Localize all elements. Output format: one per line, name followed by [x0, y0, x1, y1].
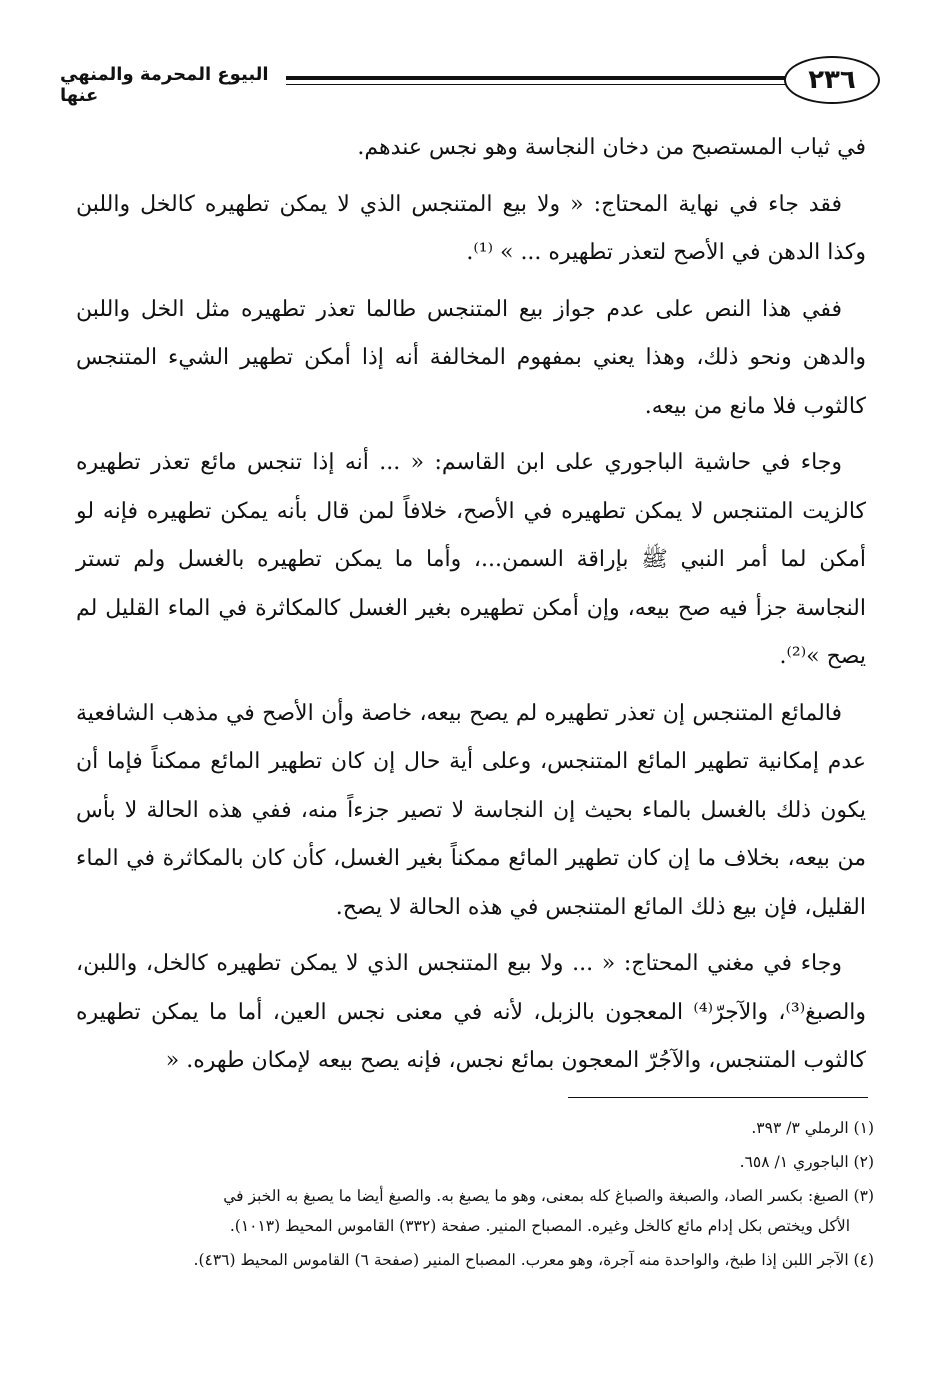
paragraph-1: في ثياب المستصبح من دخان النجاسة وهو نجس عندهم. [357, 135, 866, 160]
page-header [60, 52, 880, 112]
footnote-3: (٣) الصبغ: بكسر الصاد، والصبغة والصباغ كله بمعنى، وهو ما يصبغ به. والصبغ أيضا ما يصبغ به الخبز في [223, 1187, 874, 1205]
footnote-divider [568, 1097, 868, 1098]
footnote-1: (١) الرملي ٣/ ٣٩٣. [751, 1119, 874, 1137]
paragraph-3: ففي هذا النص على عدم جواز بيع المتنجس طالما تعذر تطهيره مثل الخل واللبن والدهن ونحو ذلك، وهذا يعني بمفهوم المخالفة أنه إذا أمكن تطهير الشيء المتنجس كالثوب فلا مانع من بيعه. [76, 296, 866, 419]
paragraph-6: وجاء في مغني المحتاج: « ... ولا بيع المتنجس الذي لا يمكن تطهيره كالخل، واللبن، والصبغ⁽³⁾، والآجرّ⁽⁴⁾ المعجون بالزبل، لأنه في معنى نجس العين، أما ما يمكن تطهيره كالثوب المتنجس، والآجُرّ المعجون بمائع نجس، فإنه يصح بيعه لإمكان طهره. « [76, 951, 867, 1073]
body-text [76, 124, 866, 1094]
footnote-4: (٤) الآجر اللبن إذا طبخ، والواحدة منه آجرة، وهو معرب. المصباح المنير (صفحة ٦) القاموس المحيط (٤٣٦). [193, 1251, 874, 1269]
paragraph-5: فالمائع المتنجس إن تعذر تطهيره لم يصح بيعه، خاصة وأن الأصح في مذهب الشافعية عدم إمكانية تطهير المائع المتنجس، وعلى أية حال إن كان تطهير المائع ممكناً فإما أن يكون ذلك بالغسل بالماء بحيث إن النجاسة لا تصير جزءاً منه، ففي هذه الحالة لا بأس من بيعه، بخلاف ما إن كان تطهير المائع ممكناً بغير الغسل، كأن كان بالمكاثرة في الماء القليل، فإن بيع ذلك المائع المتنجس في هذه الحالة لا يصح. [76, 700, 866, 920]
footnote-2: (٢) الباجوري ١/ ٦٥٨. [739, 1153, 874, 1171]
header-rule-thin [286, 84, 786, 85]
footnotes [76, 1113, 874, 1279]
footnote-3-continued: الأكل ويختص بكل إدام مائع كالخل وغيره. المصباح المنير. صفحة (٣٣٢) القاموس المحيط (١٠١٣). [229, 1217, 850, 1235]
paragraph-4: وجاء في حاشية الباجوري على ابن القاسم: « ... أنه إذا تنجس مائع تعذر تطهيره كالزيت المتنجس لا يمكن تطهيره في الأصح، خلافاً لمن قال بأنه يمكن تطهيره فإنه لو أمكن لما أمر النبي ﷺ بإراقة السمن...، وأما ما يمكن تطهيره بالغسل ولم تستر النجاسة جزأ فيه صح بيعه، وإن أمكن تطهيره بغير الغسل كالمكاثرة في الماء القليل لم يصح »⁽²⁾. [76, 450, 866, 669]
running-title: البيوع المحرمة والمنهي عنها [60, 64, 269, 106]
page-number: ٢٣٦ [784, 56, 880, 104]
paragraph-2: فقد جاء في نهاية المحتاج: « ولا بيع المتنجس الذي لا يمكن تطهيره كالخل واللبن وكذا الدهن في الأصح لتعذر تطهيره ... » ⁽¹⁾. [76, 191, 866, 265]
header-rule-thick [286, 76, 786, 80]
